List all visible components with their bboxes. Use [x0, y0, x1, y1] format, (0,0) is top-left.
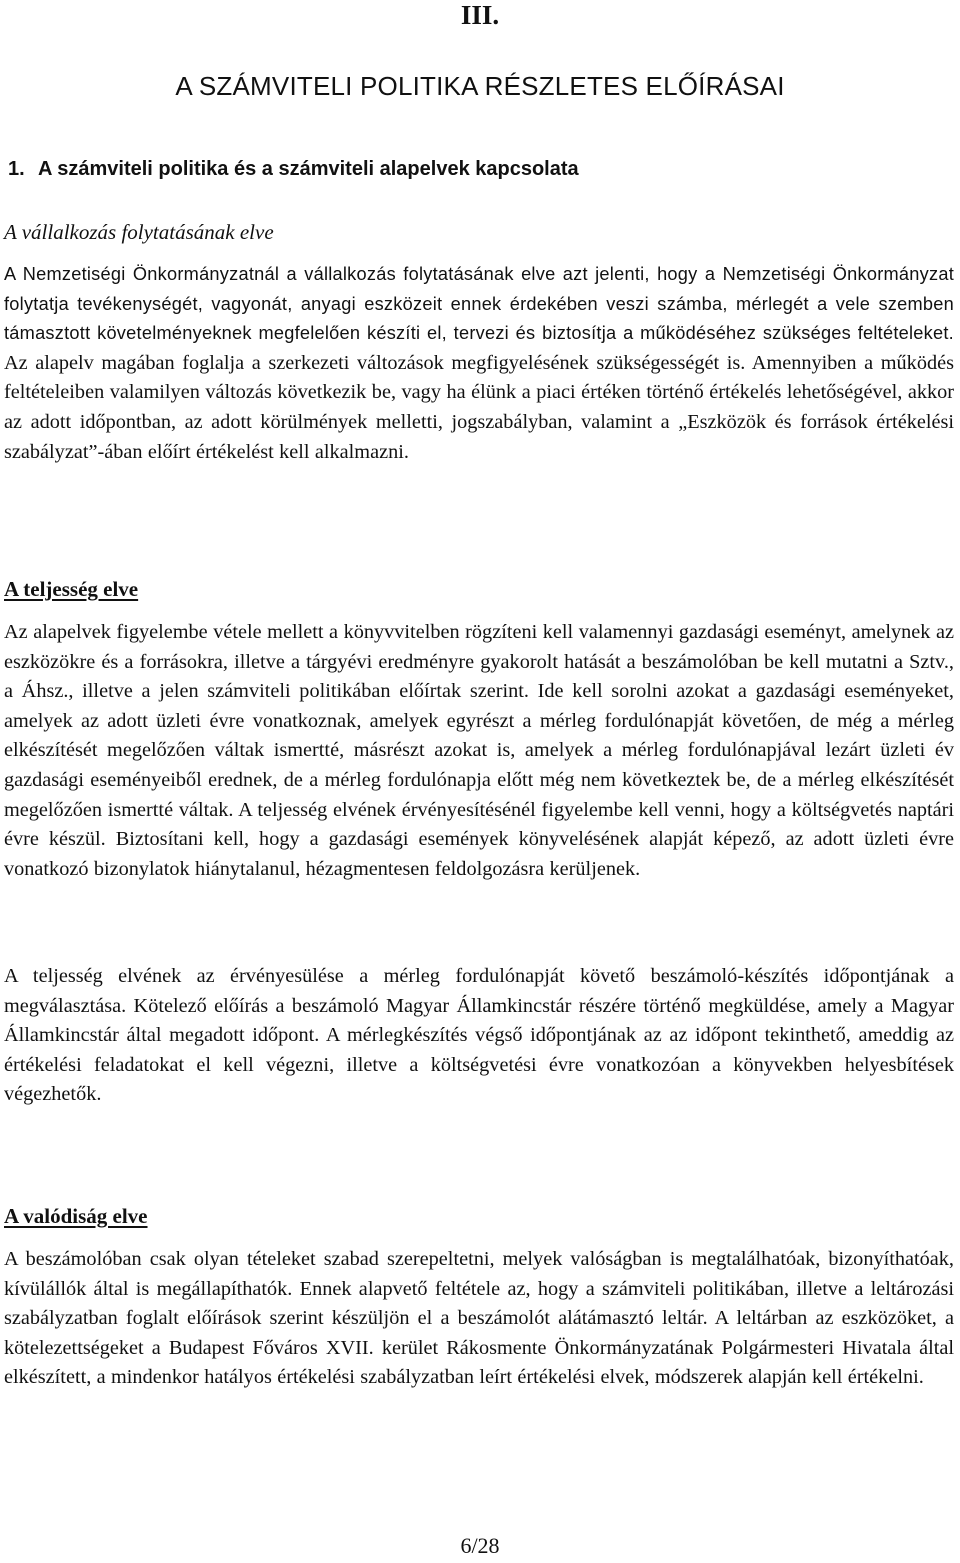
going-concern-text-part1: A Nemzetiségi Önkormányzatnál a vállalkozás folytatásának elve azt jelenti, hogy a Nemzetiségi Önkormányzat folytatja tevékenységét, vagyonát, anyagi eszközeit ennek érdekében veszi számba, mérlegét a vele szemben támasztott követelményeknek megfelelően készíti el, tervezi és biztosítja a működéséhez szükséges feltételeket. [4, 264, 954, 344]
reality-heading: A valódiság elve [4, 1204, 148, 1228]
section-title [8, 155, 948, 183]
completeness-paragraph-1: Az alapelvek figyelembe vétele mellett a könyvvitelben rögzíteni kell valamennyi gazdasági eseményt, amelynek az eszközökre és a forrásokra, illetve a tárgyévi eredményre gyakorolt hatását a beszámolóban be kell mutatni a Sztv., a Áhsz., illetve a jelen számviteli politikában előírtak szerint. Ide kell sorolni azokat a gazdasági eseményeket, amelyek az adott üzleti évre vonatkoznak, amelyek egyrészt a mérleg fordulónapját követően, de még a mérleg elkészítését megelőzően váltak ismertté, másrészt azokat is, amelyek a mérleg fordulónapjával lezárt üzleti év gazdasági eseményeiből erednek, de a mérleg fordulónapja előtt még nem következtek be, de a mérleg elkészítését megelőzően ismertté váltak. A teljesség elvének érvényesítésénél figyelembe kell venni, hogy a költségvetés naptári évre készül. Biztosítani kell, hogy a gazdasági események könyvelésének alapját képező, az adott üzleti évre vonatkozó bizonylatok hiánytalanul, hézagmentesen feldolgozásra kerüljenek. [4, 621, 954, 880]
chapter-number: III. [460, 0, 500, 30]
section-title-text: A számviteli politika és a számviteli alapelvek kapcsolata [38, 158, 579, 180]
section-number: 1. [8, 158, 25, 180]
reality-paragraph: A beszámolóban csak olyan tételeket szabad szerepeltetni, melyek valóságban is megtalálhatóak, bizonyíthatóak, kívülállók által is megállapíthatók. Ennek alapvető feltétele az, hogy a számviteli politikában, illetve a leltározási szabályzatban foglalt előírások szerint készüljön el a beszámolót alátámasztó leltár. A leltárban az eszközöket, a kötelezettségeket a Budapest Főváros XVII. kerület Rákosmente Önkormányzatának Polgármesteri Hivatala által elkészített, a mindenkor hatályos értékelési szabályzatban leírt értékelési elvek, módszerek alapján kell értékelni. [4, 1248, 954, 1389]
going-concern-text-part2: Az alapelv magában foglalja a szerkezeti változások megfigyelésének szükségességét is. Amennyiben a működés feltételeiben valamilyen változás következik be, vagy ha élünk a piaci értéken történő értékelés lehetőségével, akkor az adott időpontban, az adott körülmények melletti, jogszabályban, valamint a „Eszközök és források értékelési szabályzat”-ában előírt értékelést kell alkalmazni. [4, 351, 954, 463]
page-number: 6/28 [460, 1533, 500, 1558]
going-concern-heading: A vállalkozás folytatásának elve [4, 220, 274, 244]
main-title: A SZÁMVITELI POLITIKA RÉSZLETES ELŐÍRÁSAI [175, 71, 785, 101]
completeness-heading: A teljesség elve [4, 577, 139, 601]
going-concern-paragraph [4, 260, 954, 467]
completeness-paragraph-2: A teljesség elvének az érvényesülése a mérleg fordulónapját követő beszámoló-készítés időpontjának a megválasztása. Kötelező előírás a beszámoló Magyar Államkincstár részére történő megküldése, amely a Magyar Államkincstár által megadott időpont. A mérlegkészítés végső időpontjának az az időpont tekinthető, ameddig az értékelési feladatokat el kell végezni, illetve a költségvetési évre vonatkozóan a könyvekben helyesbítések végezhetők. [4, 965, 954, 1106]
